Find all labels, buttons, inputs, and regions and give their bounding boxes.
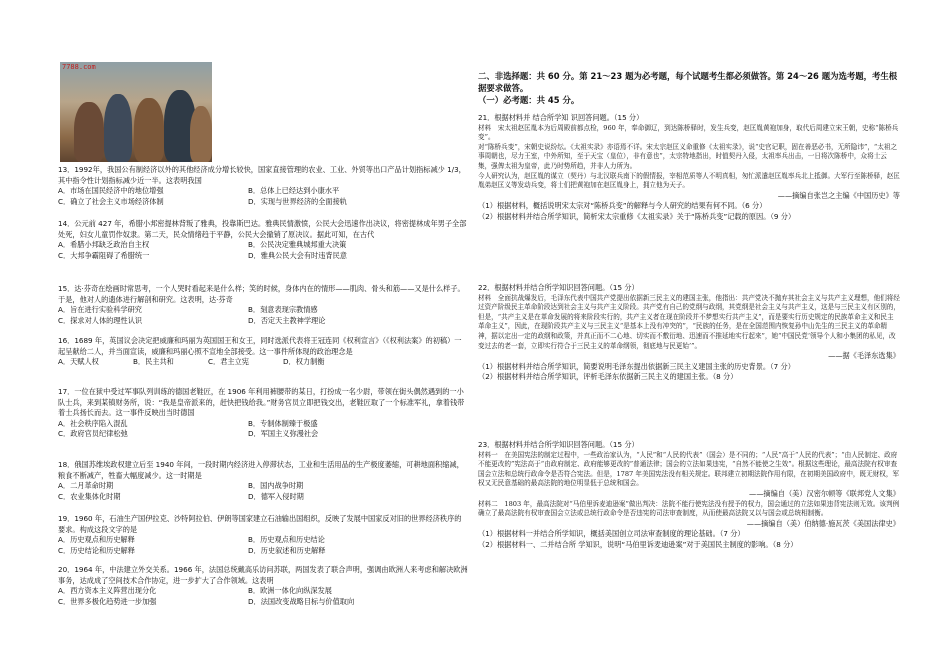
material-text: 材料 宋太祖赵匡胤本为后周殿前都点检，960 年，奉命御辽，到达陈桥驿时，发生兵变，赵匡胤黄袍加身，取代后周建立宋王朝，史称“陈桥兵变”。: [478, 123, 899, 142]
material-text: 材料二 1803 年，最高法院对“马伯里诉麦迪逊案”做出判决：法院不能行使宪法没有授予的权力，国会通过的立法如果违背宪法则无效。该判例确立了最高法院有权审查国会立法或总统行政命令是否违宪的司法审查制度，从而使最高法院又以与国会或总统相制衡。: [478, 499, 900, 518]
option-b[interactable]: B．历史观点和历史结论: [248, 535, 325, 545]
option-d[interactable]: D．历史叙述和历史解释: [248, 545, 326, 555]
option-c[interactable]: C．探求对人体的理性认识: [58, 315, 143, 325]
option-a[interactable]: A．市场在国民经济中的地位增强: [58, 186, 164, 196]
question-stem: 16．1689 年，英国议会决定把威廉和玛丽为英国国王和女王，同时选派代表将王冠连同《权利宣言》（《权利法案》的初稿）一起呈献给二人，并当面宣读，威廉和玛丽心照不宣地全部接受。这一事件所体现的政治理念是: [58, 336, 462, 356]
question-14: [58, 219, 468, 261]
option-a[interactable]: A．社会秩序陷入混乱: [58, 418, 128, 428]
option-b[interactable]: B．专制体制臻于极盛: [248, 418, 318, 428]
option-b[interactable]: B．国内战争时期: [248, 481, 304, 491]
option-d[interactable]: D．军国主义弥漫社会: [248, 429, 319, 439]
question-22: [478, 283, 900, 383]
source-citation: ——摘编自（美）伯纳德·施瓦茨《美国法律史》: [746, 518, 900, 528]
question-stem: 14．公元前 427 年，希腊小邦密提林背叛了雅典，投靠斯巴达。雅典民情激愤，公民大会迅速作出决议，将密提林成年男子全部处死，妇女儿童罚作奴隶。第二天，民众情绪趋于平静，公民大会撤销了原决议。据此可知，在古代: [58, 219, 467, 239]
painted-figure: [190, 106, 212, 162]
question-stem: 15．达·芬奇在绘画时常思考，一个人哭时看起来是什么样；笑的时候，身体内在的情形——肌肉、骨头和筋——又是什么样子。于是，他对人的遗体进行解剖和研究。这表明，达·芬奇: [58, 284, 465, 304]
option-a[interactable]: A．希腊小邦缺乏政治自主权: [58, 240, 150, 250]
option-d[interactable]: D．雅典公民大会有时违背民意: [248, 250, 347, 260]
option-b[interactable]: B．民主共和: [133, 357, 174, 367]
question-head: 22．根据材料并结合所学知识回答问题。（15 分）: [478, 283, 639, 292]
option-b[interactable]: B．刻意表现宗教情感: [248, 305, 318, 315]
question-stem: 13．1992年，我国公有制经济以外的其他经济成分增长较快，国家直接管理的农业、工业、外贸等出口产品计划指标减少 1/3，其中指令性计划指标减少近一半。这表明我国: [58, 165, 466, 185]
option-c[interactable]: C．历史结论和历史解释: [58, 545, 135, 555]
sub-question: （1）根据材料，概括说明宋太宗对“陈桥兵变”的解释与今人研究的结果有何不同。（6 分）: [478, 201, 767, 211]
option-a[interactable]: A．旨在进行实验科学研究: [58, 305, 142, 315]
material-text: 对“陈桥兵变”，宋朝史说纷纭。《太祖实录》亦语焉不详。宋太宗赵匡义命重修《太祖实录》，说“史官记职，固在善恶必书，无所隐讳”，“太祖之事周朝也，尽力王室，中外所知，至于天宝（皇位），非有意也”，太宗特地指出，时值契丹入侵，太祖率兵出击，一日将次陈桥中，众将士云集，强俾太祖为皇帝，此乃时势所趋，并非人力所为。: [478, 142, 898, 170]
source-citation: ——据《毛泽东选集》: [828, 351, 900, 361]
question-19: [58, 514, 468, 556]
question-head: 21．根据材料并 结合所学知 识回答问题。（15 分）: [478, 113, 644, 122]
sub-question: （1）根据材料一并结合所学知识，概括美国创立司法审查制度的理论基础。（7 分）: [478, 529, 745, 539]
option-b[interactable]: B．总体上已经达到小康水平: [248, 186, 340, 196]
question-stem: 19．1960 年，石油生产国伊拉克、沙特阿拉伯、伊朗等国家建立石油输出国组织，反映了发展中国家反对旧的世界经济秩序的要求。构成这段文字的是: [58, 514, 462, 534]
question-15: [58, 284, 468, 326]
option-c[interactable]: C．君主立宪: [208, 357, 249, 367]
source-citation: ——摘编自（美）汉密尔顿等《联邦党人文集》: [749, 488, 900, 498]
option-d[interactable]: D．权力制衡: [283, 357, 325, 367]
question-18: [58, 460, 468, 502]
material-text: 今人研究认为，赵匡胤的谋立（契丹）与北汉联兵南下的假情报，宰相范质等人不明真相，匆忙派遣赵匡胤率兵北上抵御。大军行至陈桥驿，赵匡胤弟赵匡义等发动兵变，将士们把黄袍加在赵匡胤身上，拥立他为天子。: [478, 171, 900, 190]
source-citation: ——摘编自张岂之主编《中国历史》等: [777, 190, 900, 200]
subsection-title: （一）必考题：共 45 分。: [478, 95, 580, 105]
option-b[interactable]: B．公民决定雅典城邦重大决策: [248, 240, 347, 250]
option-b[interactable]: B．欧洲一体化向纵深发展: [248, 586, 332, 596]
question-20: [58, 565, 468, 607]
question-17: [58, 387, 468, 440]
historical-painting: [60, 62, 212, 162]
sub-question: （2）根据材料一、二并结合所 学知识，说明“马伯里诉麦迪逊案”对于美国民主制度的影响。（8 分）: [478, 539, 798, 549]
option-d[interactable]: D．德军入侵时期: [248, 491, 304, 501]
option-a[interactable]: A．天赋人权: [58, 357, 99, 367]
section-header: [478, 70, 900, 106]
option-c[interactable]: C．政府官员纪律松弛: [58, 429, 128, 439]
question-stem: 20．1964 年，中法建立外交关系。1966 年，法国总统戴高乐访问苏联，两国发表了联合声明，强调由欧洲人来考虑和解决欧洲事务，达成成了空间技术合作协定，进一步扩大了合作领域。这表明: [58, 565, 468, 585]
option-d[interactable]: D．实现与世界经济的全面接轨: [248, 196, 347, 206]
sub-question: （2）根据材料并结合所学知识，评析毛泽东依据新三民主义的建国主张。（8 分）: [478, 372, 738, 382]
question-stem: 17．一位在狱中受过军事队列训练的德国老鞋匠，在 1906 年利用裤腰带的某日，打扮成一名少尉，带领在街头偶然遇到的一小队士兵，来到某镇财务所，说：“我是皇帝派来的，赶快把钱给我。”财务官员立即把钱交出，老鞋匠取了一个标准军礼，拿着钱带着士兵扬长而去。这一事件反映出当时德国: [58, 387, 465, 418]
material-text: 材料 全面抗战爆发后，毛泽东代表中国共产党提出依据新三民主义的建国主张，他指出：共产党决不抛弃其社会主义与共产主义理想，他们将经过资产阶级民主革命阶段达到社会主义与共产主义阶段。共产党有自己的党纲与政纲，其党纲是社会主义与共产主义，这是与三民主义有区别的，但是，“共产主义是在革命发展的将来阶段实行的，共产主义者在现在阶段并不梦想实行共产主义”，而是要实行历史规定的民族革命主义和民主革命主义”，因此，在现阶段共产主义与三民主义“是基本上没有冲突的”，“民族的任务，是在全国范围内恢复孙中山先生的三民主义的革命精神，据以定出一定的政纲和政策，并真正而不二心地、切实而不敷衍地、迅速而不推延地实行起来”，她“中国民党‘领导个人和小集团的私见，改变过去的老一套，立即实行符合于三民主义的革命纲领，彻底地与民更始’”。: [478, 293, 900, 350]
painted-figure: [74, 102, 104, 162]
option-a[interactable]: A．二月革命时期: [58, 481, 114, 491]
question-21: [478, 113, 900, 223]
question-stem: 18．俄国苏维埃政权建立后至 1940 年间，一段时期内经济进入停滞状态，工业和生活用品的生产极度萎缩，可耕地面积缩减，粮食不断减产，牲畜大幅度减少。这一时期是: [58, 460, 464, 480]
sub-question: （2）根据材料并结合所学知识，简析宋太宗重修《太祖实录》关于“陈桥兵变”记载的原因。（9 分）: [478, 211, 796, 221]
question-13: [58, 165, 468, 207]
question-23: [478, 440, 900, 551]
option-c[interactable]: C．农业集体化时期: [58, 491, 121, 501]
question-16: [58, 336, 468, 368]
option-c[interactable]: C．大邦争霸阻碍了希腊统一: [58, 250, 150, 260]
sub-question: （1）根据材料并结合所学知识，简要说明毛泽东提出依据新三民主义建国主张的历史背景。（7 分）: [478, 361, 795, 371]
painted-figure: [134, 98, 164, 162]
painted-figure: [104, 94, 132, 162]
option-c[interactable]: C．确立了社会主义市场经济体制: [58, 196, 164, 206]
material-text: 材料一 在美国宪法的制定过程中，一些政治家认为，“人民”和“人民的代表”（国会）是不同的；“人民”高于“人民的代表”；“由人民制定、政府不能更改的”宪法高于“由政府制定、政府能够更改的”普通法律；国会的立法如果违宪，“自然不能使之生效”。根据这些理论，最高法院有权审查国会立法和总统行政命令是否符合宪法。但是，1787 年美国宪法没有相关规定。联邦建立初期法院作用有限，在初期美国政府中，既无财权，军权又无民意基础的最高法院的地位明显低于总统和国会。: [478, 450, 900, 488]
section-title: 二、非选择题：共 60 分。第 21～23 题为必考题，每个试题考生都必须做答。第 24～26 题为选考题，考生根据要求做答。: [478, 71, 898, 93]
option-a[interactable]: A．历史观点和历史解释: [58, 535, 135, 545]
option-d[interactable]: D．法国改变战略目标与价值取向: [248, 596, 355, 606]
watermark: 7788.com: [62, 63, 96, 71]
option-c[interactable]: C．世界多极化趋势进一步加强: [58, 596, 157, 606]
option-d[interactable]: D．否定天主教神学理论: [248, 315, 326, 325]
option-a[interactable]: A．西方资本主义阵营出现分化: [58, 586, 157, 596]
question-head: 23．根据材料并结合所学知识回答问题。（15 分）: [478, 440, 639, 449]
